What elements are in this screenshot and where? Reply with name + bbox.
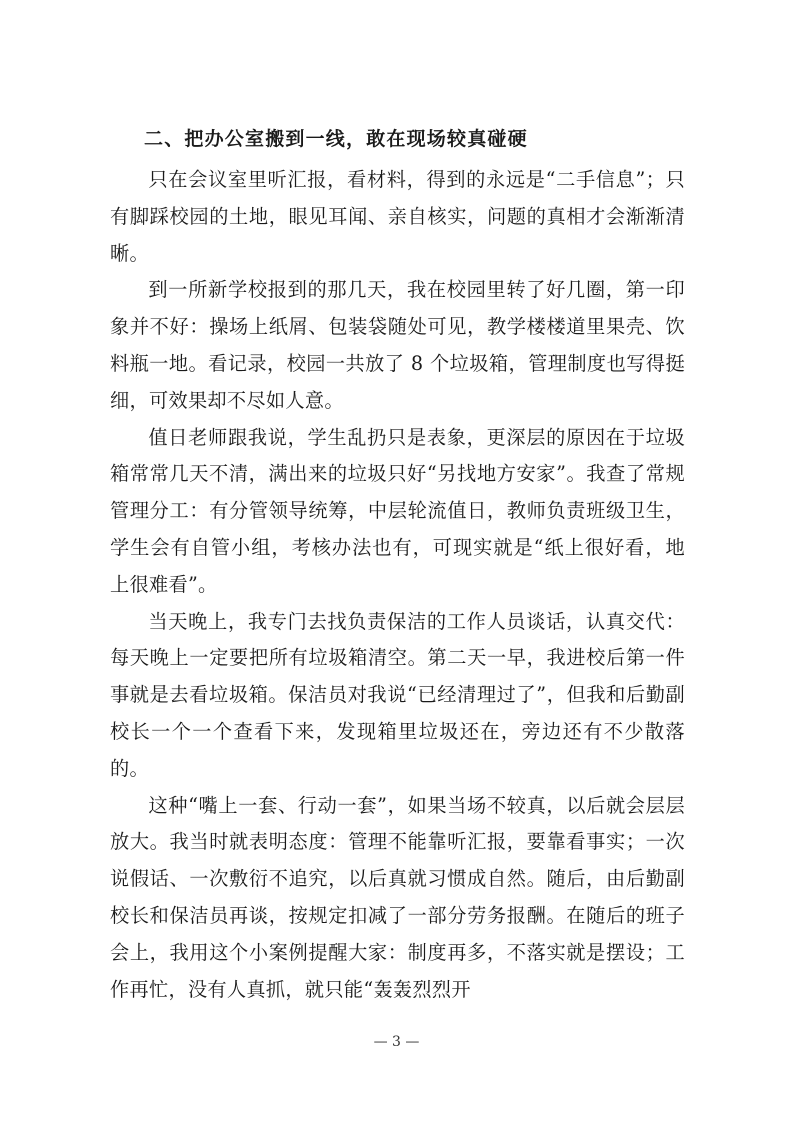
paragraph-1: 只在会议室里听汇报，看材料，得到的永远是“二手信息”；只有脚踩校园的土地，眼见耳闻、亲自核实，问题的真相才会渐渐清晰。	[110, 168, 685, 265]
body-text	[110, 162, 685, 1008]
paragraph-4: 当天晚上，我专门去找负责保洁的工作人员谈话，认真交代：每天晚上一定要把所有垃圾箱清空。第二天一早，我进校后第一件事就是去看垃圾箱。保洁员对我说“已经清理过了”，但我和后勤副校长一个一个查看下来，发现箱里垃圾还在，旁边还有不少散落的。	[110, 609, 685, 780]
section-heading: 二、把办公室搬到一线，敢在现场较真碰硬	[144, 128, 528, 150]
page-number: — 3 —	[373, 1034, 420, 1050]
paragraph-3: 值日老师跟我说，学生乱扔只是表象，更深层的原因在于垃圾箱常常几天不清，满出来的垃圾只好“另找地方安家”。我查了常规管理分工：有分管领导统筹，中层轮流值日，教师负责班级卫生，学生会有自管小组，考核办法也有，可现实就是“纸上很好看，地上很难看”。	[110, 425, 685, 596]
paragraph-2: 到一所新学校报到的那几天，我在校园里转了好几圈，第一印象并不好：操场上纸屑、包装袋随处可见，教学楼楼道里果壳、饮料瓶一地。看记录，校园一共放了 8 个垃圾箱，管理制度也写得挺细，可效果却不尽如人意。	[110, 278, 685, 412]
paragraph-5: 这种“嘴上一套、行动一套”，如果当场不较真，以后就会层层放大。我当时就表明态度：管理不能靠听汇报，要靠看事实；一次说假话、一次敷衍不追究，以后真就习惯成自然。随后，由后勤副校长和保洁员再谈，按规定扣减了一部分劳务报酬。在随后的班子会上，我用这个小案例提醒大家：制度再多，不落实就是摆设；工作再忙，没有人真抓，就只能“轰轰烈烈开	[110, 793, 685, 1001]
